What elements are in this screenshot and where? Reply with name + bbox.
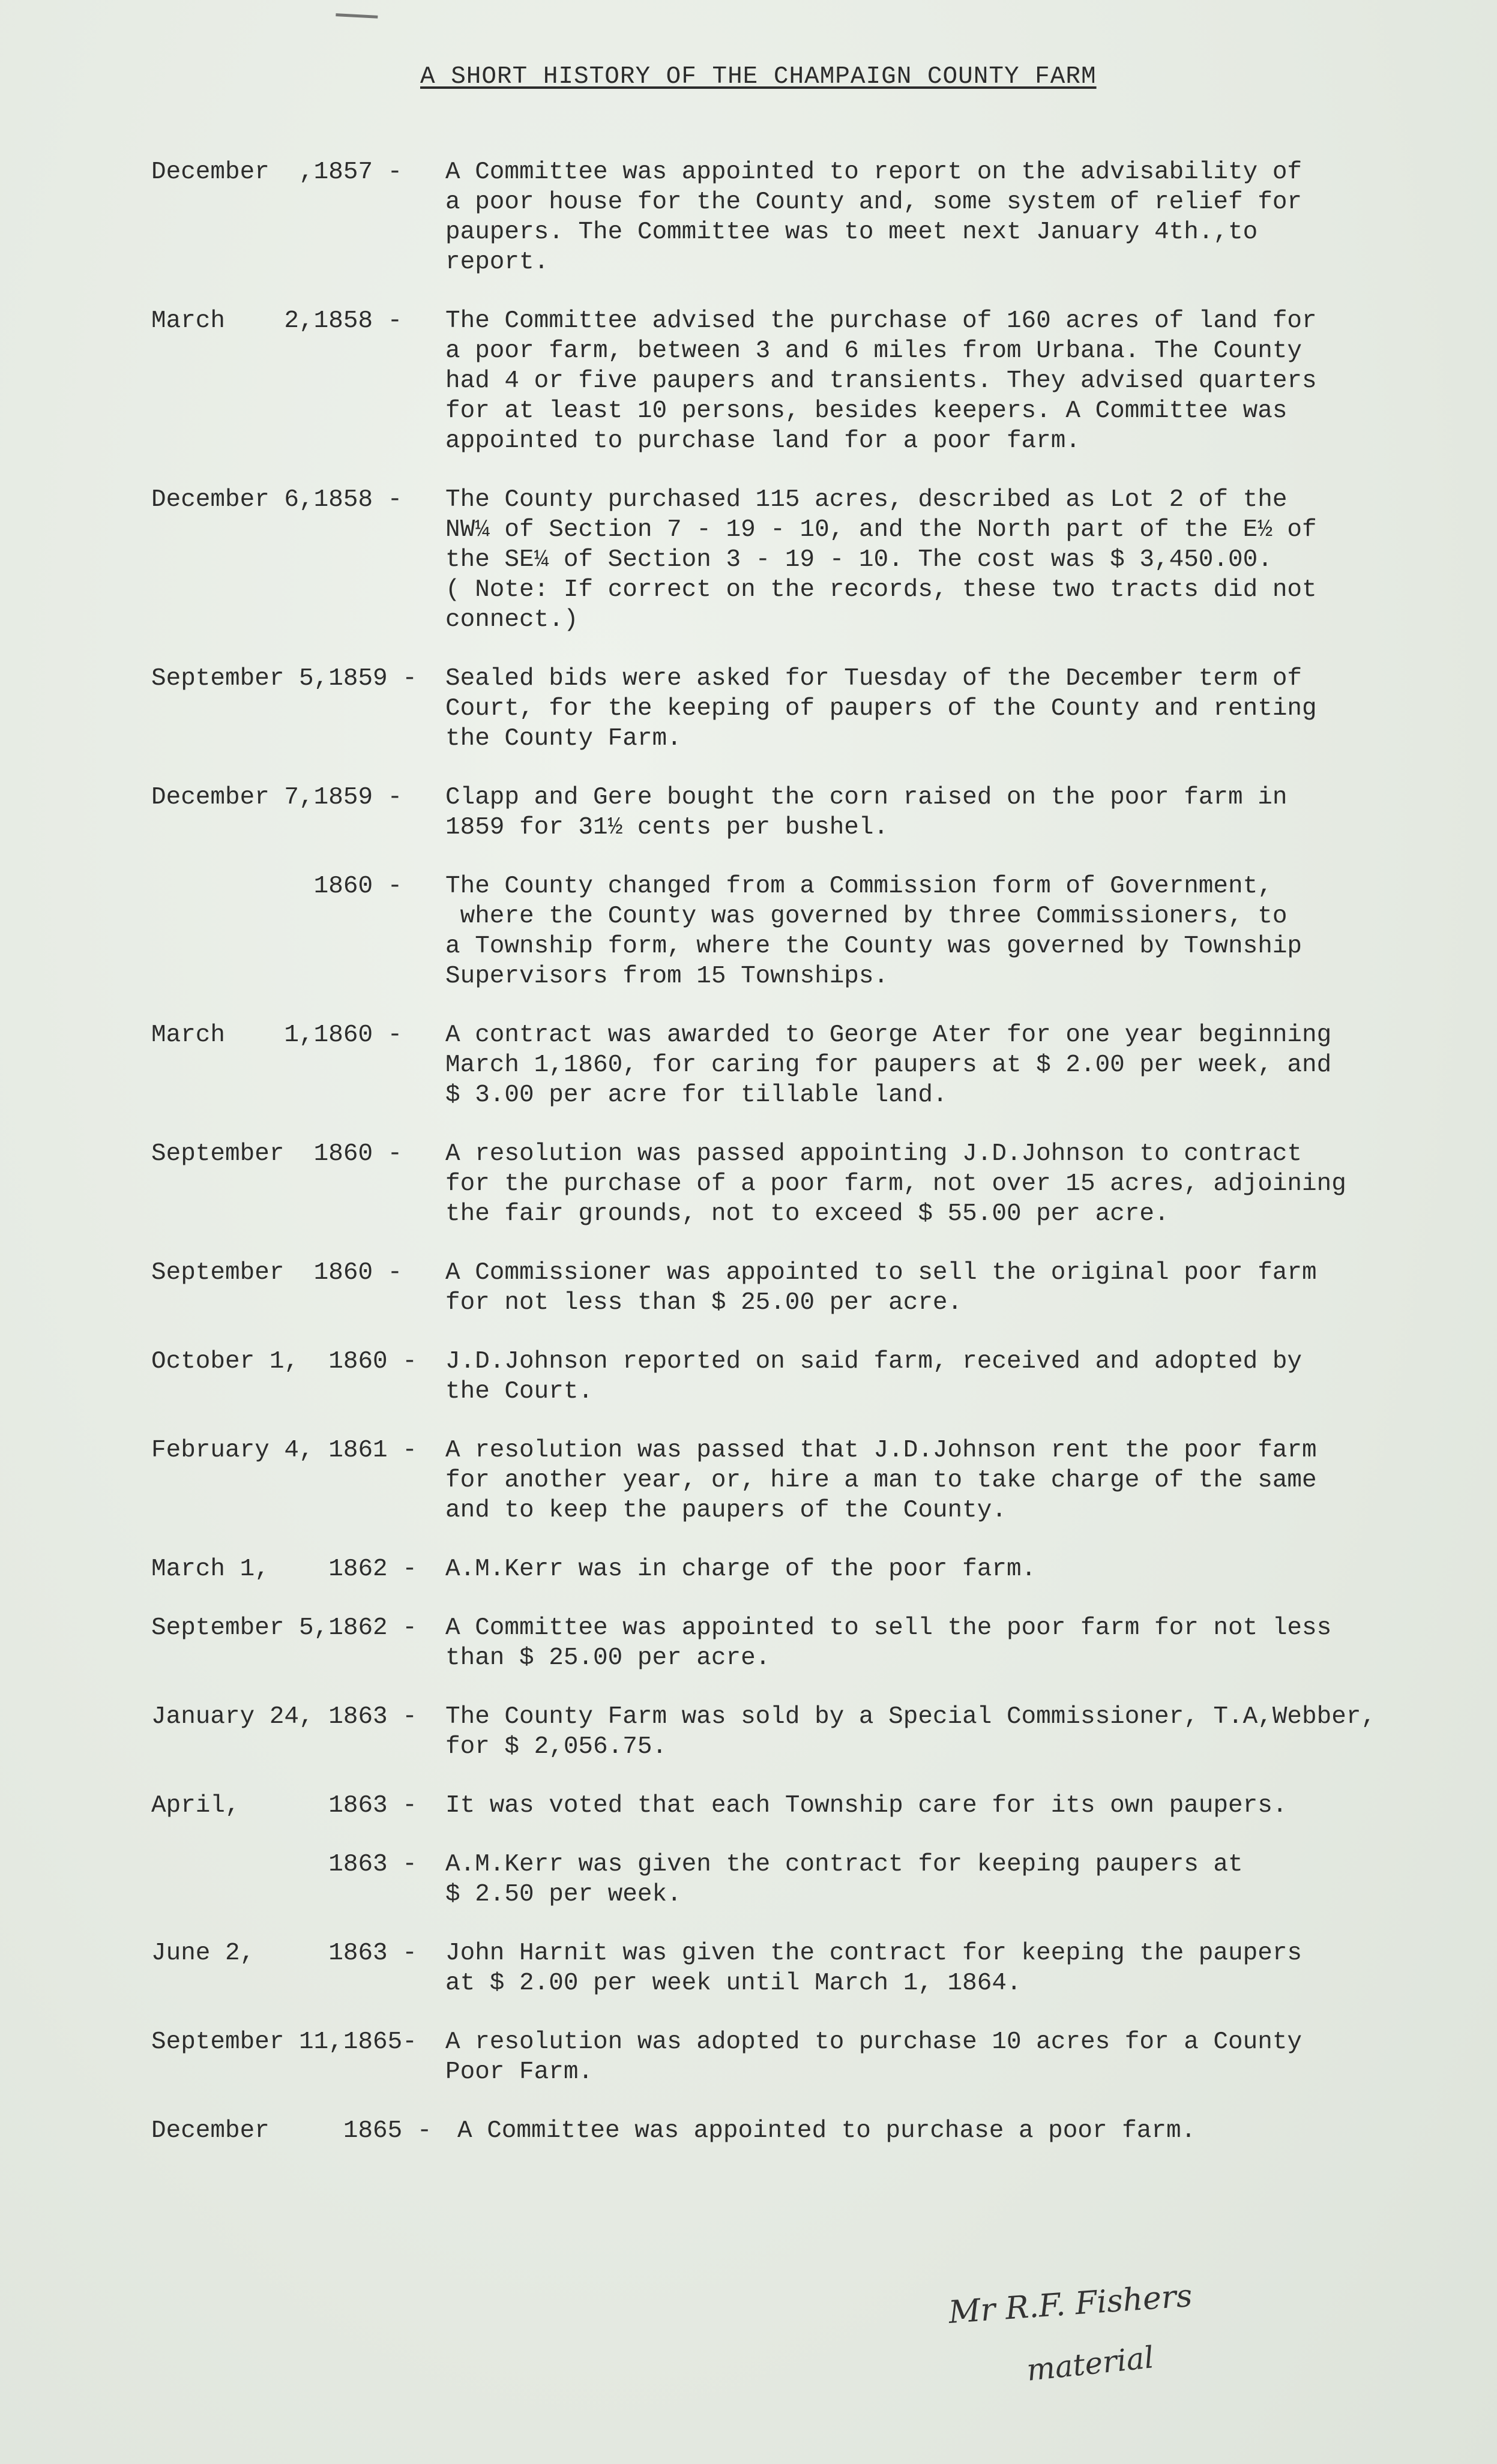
entry-text: A contract was awarded to George Ater for one year beginning March 1,1860, for caring for paupers at $ 2.00 per week, and $ 3.00 per acre for tillable land. <box>445 1021 1332 1109</box>
entry-text: It was voted that each Township care for its own paupers. <box>445 1792 1288 1819</box>
entry-text: A Commissioner was appointed to sell the original poor farm for not less than $ 25.00 per acre. <box>445 1259 1317 1317</box>
entry-date: February 4, 1861 - <box>151 1437 417 1464</box>
entry-text: J.D.Johnson reported on said farm, received and adopted by the Court. <box>445 1348 1303 1405</box>
handwritten-note <box>947 2277 1261 2406</box>
handwritten-word: material <box>1025 2340 1156 2388</box>
pencil-scuff-mark <box>336 0 378 19</box>
entry-date: December 7,1859 - <box>151 784 403 811</box>
history-entry <box>151 1702 1400 1762</box>
entry-text: A resolution was adopted to purchase 10 acres for a County Poor Farm. <box>445 2028 1303 2086</box>
history-entry <box>151 2116 1400 2146</box>
entry-date: April, 1863 - <box>151 1792 417 1819</box>
history-entry <box>151 157 1400 277</box>
history-entry <box>151 1435 1400 1525</box>
entry-date: March 2,1858 - <box>151 307 403 335</box>
entry-date: December ,1857 - <box>151 158 403 186</box>
entry-date: October 1, 1860 - <box>151 1348 417 1375</box>
entry-date: January 24, 1863 - <box>151 1703 417 1731</box>
history-entry <box>151 1020 1400 1110</box>
entry-text: Clapp and Gere bought the corn raised on the poor farm in 1859 for 31½ cents per bushel. <box>445 784 1288 841</box>
entry-text: Sealed bids were asked for Tuesday of the December term of Court, for the keeping of paupers of the County and renting the County Farm. <box>445 665 1317 753</box>
entry-text: The Committee advised the purchase of 160 acres of land for a poor farm, between 3 and 6 miles from Urbana. The County had 4 or five paupers and transients. They advised quarters for at least 10 persons, besides keepers. A Committee was appointed to purchase land for a poor farm. <box>445 307 1317 455</box>
page-title: A SHORT HISTORY OF THE CHAMPAIGN COUNTY FARM <box>420 63 1097 91</box>
entry-text: The County changed from a Commission form of Government, where the County was governed by three Commissioners, to a Township form, where the County was governed by Township Supervisors from 15 Townships. <box>445 873 1303 990</box>
entry-date: September 5,1862 - <box>151 1614 417 1642</box>
history-entry <box>151 1850 1400 1910</box>
history-entry <box>151 1347 1400 1407</box>
entry-text: A Committee was appointed to purchase a poor farm. <box>457 2117 1196 2145</box>
entry-text: A.M.Kerr was given the contract for keeping paupers at $ 2.50 per week. <box>445 1851 1243 1908</box>
history-entry <box>151 1791 1400 1821</box>
entry-date: 1863 - <box>151 1851 417 1878</box>
handwritten-name: Mr R.F. Fishers <box>947 2277 1194 2331</box>
history-entries <box>151 157 1400 2175</box>
entry-date: June 2, 1863 - <box>151 1940 417 1967</box>
history-entry <box>151 1938 1400 1998</box>
entry-text: A Committee was appointed to report on the advisability of a poor house for the County and, some system of relief for paupers. The Committee was to meet next January 4th.,to report. <box>445 158 1303 276</box>
history-entry <box>151 871 1400 991</box>
entry-date: September 5,1859 - <box>151 665 417 693</box>
history-entry <box>151 1139 1400 1229</box>
entry-date: March 1, 1862 - <box>151 1555 417 1583</box>
entry-date: March 1,1860 - <box>151 1021 403 1049</box>
history-entry <box>151 1554 1400 1584</box>
entry-text: The County Farm was sold by a Special Commissioner, T.A,Webber, for $ 2,056.75. <box>445 1703 1376 1761</box>
history-entry <box>151 1258 1400 1318</box>
entry-date: 1860 - <box>151 873 403 900</box>
history-entry <box>151 2027 1400 2087</box>
history-entry <box>151 783 1400 843</box>
entry-date: September 1860 - <box>151 1259 403 1287</box>
entry-date: December 1865 - <box>151 2117 432 2145</box>
entry-text: A.M.Kerr was in charge of the poor farm. <box>445 1555 1037 1583</box>
history-entry <box>151 664 1400 754</box>
history-entry <box>151 1613 1400 1673</box>
entry-date: September 11,1865- <box>151 2028 417 2056</box>
entry-text: John Harnit was given the contract for keeping the paupers at $ 2.00 per week until March 1, 1864. <box>445 1940 1303 1997</box>
entry-text: A resolution was passed that J.D.Johnson rent the poor farm for another year, or, hire a man to take charge of the same and to keep the paupers of the County. <box>445 1437 1317 1524</box>
entry-text: The County purchased 115 acres, described as Lot 2 of the NW¼ of Section 7 - 19 - 10, and the North part of the E½ of the SE¼ of Section 3 - 19 - 10. The cost was $ 3,450.00. ( Note: If correct on the records, these two tracts did not connect.) <box>445 486 1317 634</box>
entry-text: A resolution was passed appointing J.D.Johnson to contract for the purchase of a poor farm, not over 15 acres, adjoining the fair grounds, not to exceed $ 55.00 per acre. <box>445 1140 1346 1228</box>
history-entry <box>151 485 1400 635</box>
history-entry <box>151 306 1400 456</box>
entry-date: September 1860 - <box>151 1140 403 1168</box>
entry-text: A Committee was appointed to sell the poor farm for not less than $ 25.00 per acre. <box>445 1614 1332 1672</box>
entry-date: December 6,1858 - <box>151 486 403 514</box>
